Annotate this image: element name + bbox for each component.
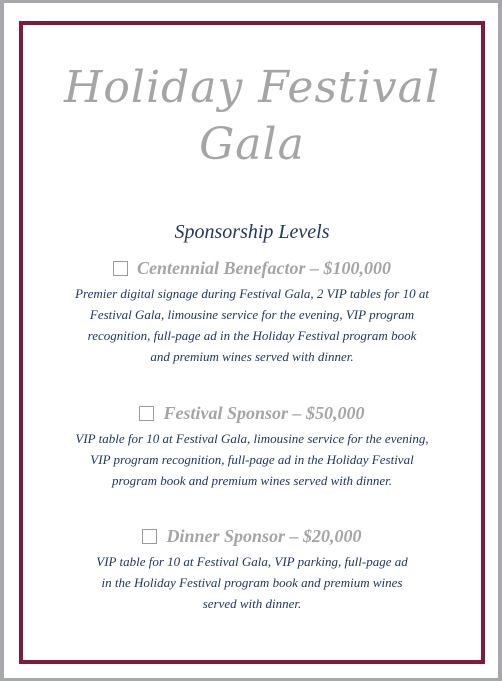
level-name: Festival Sponsor – $50,000 <box>163 403 365 423</box>
level-title <box>23 403 481 424</box>
description-line: recognition, full-page ad in the Holiday Festival program book <box>87 328 417 343</box>
description-line: program book and premium wines served with dinner. <box>112 473 392 488</box>
level-name: Dinner Sponsor – $20,000 <box>166 526 362 546</box>
description-line: and premium wines served with dinner. <box>150 349 354 364</box>
checkbox-icon[interactable] <box>139 406 154 421</box>
level-name: Centennial Benefactor – $100,000 <box>136 258 391 278</box>
level-title <box>23 526 481 547</box>
description-line: VIP program recognition, full-page ad in the Holiday Festival <box>90 452 414 467</box>
level-description <box>23 283 481 367</box>
checkbox-icon[interactable] <box>142 529 157 544</box>
description-line: VIP table for 10 at Festival Gala, VIP parking, full-page ad <box>96 554 408 569</box>
sponsorship-level-festival <box>23 403 481 491</box>
level-description <box>23 551 481 614</box>
level-title <box>23 258 481 279</box>
sponsorship-level-dinner <box>23 526 481 614</box>
section-heading: Sponsorship Levels <box>174 221 330 243</box>
checkbox-icon[interactable] <box>113 261 128 276</box>
description-line: VIP table for 10 at Festival Gala, limousine service for the evening, <box>75 431 429 446</box>
document-page <box>4 3 498 678</box>
description-line: served with dinner. <box>202 596 302 611</box>
description-line: in the Holiday Festival program book and premium wines <box>101 575 403 590</box>
description-line: Festival Gala, limousine service for the evening, VIP program <box>89 307 415 322</box>
event-title-line-2: Gala <box>199 119 305 170</box>
sponsorship-level-centennial <box>23 258 481 367</box>
level-description <box>23 428 481 491</box>
event-title-line-1: Holiday Festival <box>64 62 440 113</box>
burgundy-border-frame <box>19 21 485 664</box>
description-line: Premier digital signage during Festival Gala, 2 VIP tables for 10 at <box>75 286 429 301</box>
